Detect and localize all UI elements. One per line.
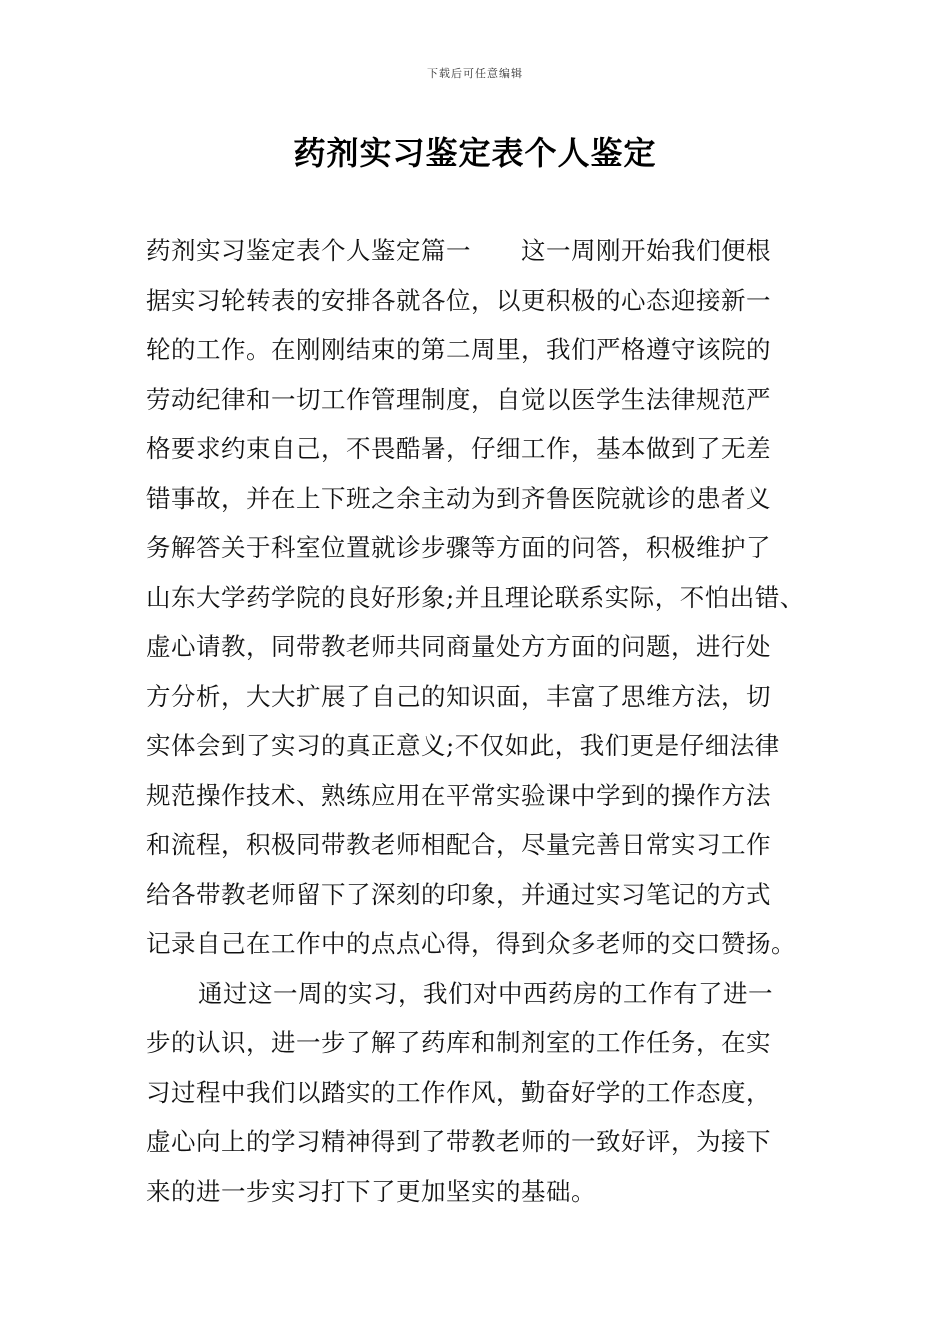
download-note: 下载后可任意编辑 bbox=[427, 67, 523, 80]
body-line: 据实习轮转表的安排各就各位，以更积极的心态迎接新一 bbox=[146, 285, 771, 315]
body-line: 轮的工作。在刚刚结束的第二周里，我们严格遵守该院的 bbox=[146, 335, 771, 364]
body-line: 步的认识，进一步了解了药库和制剂室的工作任务，在实 bbox=[146, 1028, 771, 1057]
body-line: 错事故，并在上下班之余主动为到齐鲁医院就诊的患者义 bbox=[146, 483, 771, 513]
body-line: 来的进一步实习打下了更加坚实的基础。 bbox=[146, 1176, 596, 1206]
body-line: 山东大学药学院的良好形象;并且理论联系实际，不怕出错、 bbox=[146, 582, 805, 612]
body-line: 虚心请教，同带教老师共同商量处方方面的问题，进行处 bbox=[146, 632, 771, 661]
body-line: 习过程中我们以踏实的工作作风，勤奋好学的工作态度， bbox=[146, 1077, 771, 1107]
body-line: 药剂实习鉴定表个人鉴定篇一 这一周刚开始我们便根 bbox=[146, 236, 771, 265]
body-line: 方分析，大大扩展了自己的知识面，丰富了思维方法，切 bbox=[146, 681, 771, 711]
body-line: 记录自己在工作中的点点心得，得到众多老师的交口赞扬。 bbox=[146, 929, 796, 958]
body-line: 劳动纪律和一切工作管理制度，自觉以医学生法律规范严 bbox=[146, 384, 771, 414]
body-line: 给各带教老师留下了深刻的印象，并通过实习笔记的方式 bbox=[146, 879, 771, 909]
body-line: 格要求约束自己，不畏酷暑，仔细工作，基本做到了无差 bbox=[146, 434, 771, 463]
body-line: 实体会到了实习的真正意义;不仅如此，我们更是仔细法律 bbox=[146, 731, 780, 760]
document-body bbox=[146, 226, 814, 1216]
paragraph-start-line: 通过这一周的实习，我们对中西药房的工作有了进一 bbox=[198, 978, 773, 1008]
body-line: 和流程，积极同带教老师相配合，尽量完善日常实习工作 bbox=[146, 830, 771, 859]
body-line: 务解答关于科室位置就诊步骤等方面的问答，积极维护了 bbox=[146, 533, 771, 562]
body-line: 规范操作技术、熟练应用在平常实验课中学到的操作方法 bbox=[146, 780, 771, 810]
document-title: 药剂实习鉴定表个人鉴定 bbox=[293, 134, 657, 172]
body-line: 虚心向上的学习精神得到了带教老师的一致好评，为接下 bbox=[146, 1127, 771, 1156]
